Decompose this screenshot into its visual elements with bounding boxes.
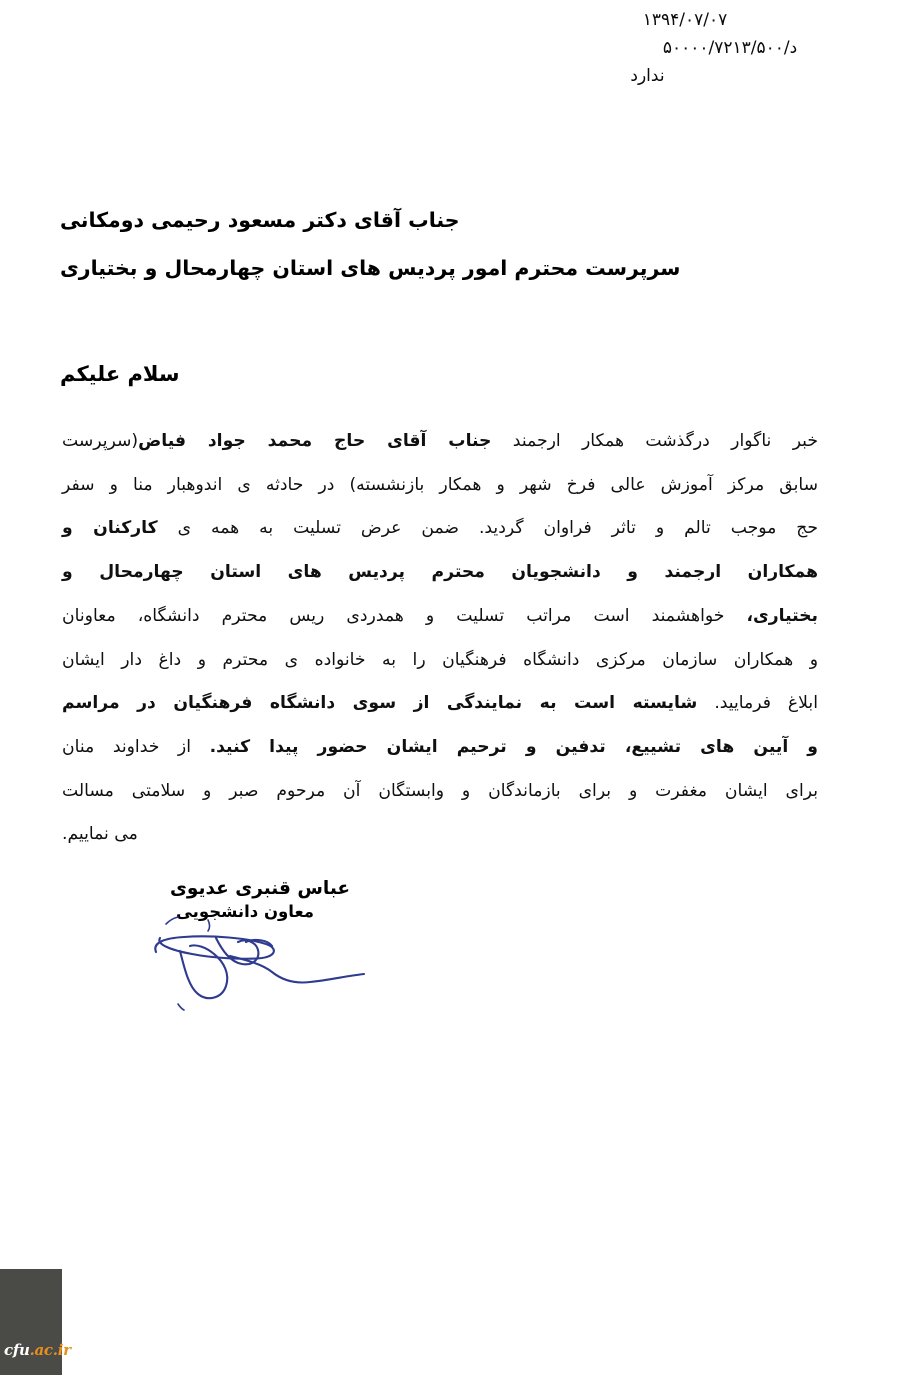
letter-attachment: ندارد [630, 66, 665, 86]
deceased-name: جناب آقای حاج محمد جواد فیاض [138, 431, 492, 451]
body-line-8 [62, 726, 818, 770]
body-line-1-text-a: خبر ناگوار درگذشت همکار ارجمند [491, 431, 818, 451]
addressee-name: جناب آقای دکتر مسعود رحیمی دومکانی [60, 208, 460, 232]
signatory-name: عباس قنبری عدیوی [169, 878, 351, 899]
body-line-7-emphasis: شایسته است به نمایندگی از سوی دانشگاه فرهنگیان در مراسم [62, 693, 698, 714]
body-line-3 [62, 507, 818, 551]
body-line-3-emphasis: کارکنان و [62, 518, 158, 539]
watermark-text-primary: cfu [4, 1341, 30, 1359]
body-line-5-text: خواهشمند است مراتب تسلیت و همدردی ریس محترم دانشگاه، معاونان [62, 605, 747, 626]
body-line-2: سابق مرکز آموزش عالی فرخ شهر و همکار بازنشسته) در حادثه ی اندوهبار منا و سفر [62, 474, 818, 495]
body-line-5-emphasis: بختیاری، [746, 605, 818, 626]
body-line-10: می نماییم. [62, 824, 138, 845]
body-line-6: و همکاران سازمان مرکزی دانشگاه فرهنگیان را به خانواده ی محترم و داغ دار ایشان [62, 649, 818, 670]
salutation: سلام علیکم [60, 362, 180, 386]
body-line-4-emphasis: همکاران ارجمند و دانشجویان محترم پردیس های استان چهارمحال و [62, 562, 818, 583]
signatory-title: معاون دانشجویی [175, 902, 315, 921]
body-line-7-text: ابلاغ فرمایید. [697, 693, 818, 714]
body-line-3-text: حج موجب تالم و تاثر فراوان گردید. ضمن عرض تسلیت به همه ی [157, 518, 818, 539]
site-watermark-badge [0, 1269, 71, 1375]
letter-reference-number: د/۵۰۰۰۰/۷۲۱۳/۵۰۰ [662, 38, 798, 58]
watermark-text-secondary: .ac.ir [29, 1341, 71, 1359]
addressee-block [60, 196, 840, 292]
body-line-9: برای ایشان مغفرت و برای بازماندگان و وابستگان آن مرحوم صبر و سلامتی مسالت [62, 780, 818, 801]
watermark-label [4, 1341, 71, 1359]
body-line-8-text: از خداوند منان [62, 736, 210, 757]
body-line-1 [62, 420, 818, 464]
body-line-1-text-c: (سرپرست [62, 431, 139, 451]
letter-header-meta [0, 6, 900, 90]
body-line-7 [62, 682, 818, 726]
body-line-8-emphasis: و آیین های تشییع، تدفین و ترحیم ایشان حضور پیدا کنید. [209, 736, 818, 757]
addressee-role: سرپرست محترم امور پردیس های استان چهارمحال و بختیاری [60, 256, 681, 280]
letter-date: ۱۳۹۴/۰۷/۰۷ [642, 10, 728, 30]
body-line-4 [62, 551, 818, 595]
letter-body [62, 420, 818, 857]
signature-block [0, 876, 900, 1026]
body-line-5 [62, 595, 818, 639]
